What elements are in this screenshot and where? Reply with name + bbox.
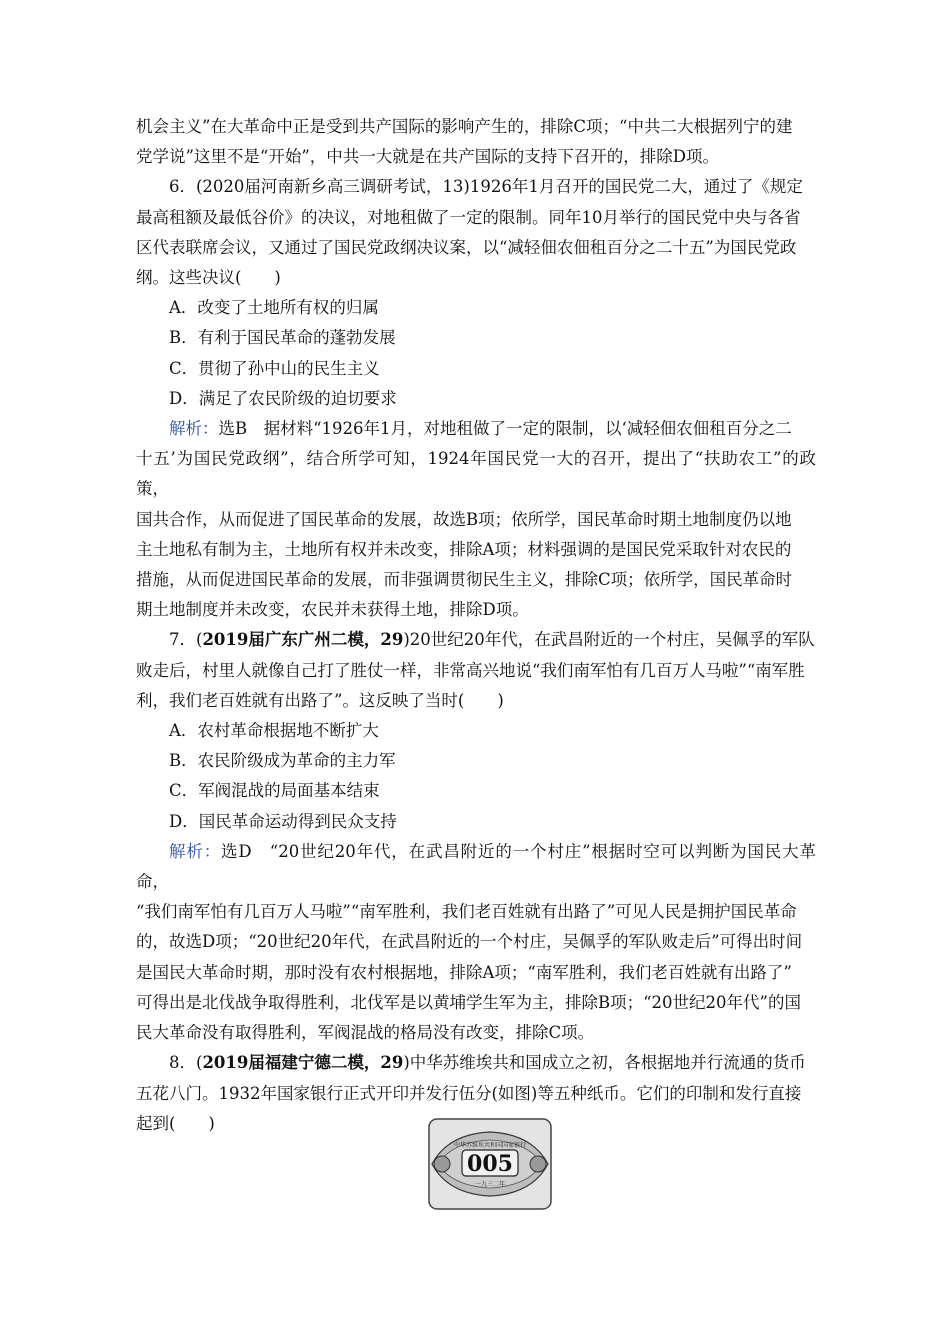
q8-source: 2019届福建宁德二模，29: [202, 1053, 404, 1073]
q7-analysis-line: 是国民大革命时期，那时没有农村根据地，排除A项；“南军胜利，我们老百姓就有出路了”: [136, 962, 792, 982]
q7-stem-line: [136, 625, 816, 655]
q6-analysis-line: 主土地私有制为主，土地所有权并未改变，排除A项；材料强调的是国民党采取针对农民的: [136, 539, 792, 559]
q6-option-a: A．改变了土地所有权的归属: [169, 298, 379, 318]
q7-stem-text: )20世纪20年代，在武昌附近的一个村庄，吴佩孚的军队: [403, 630, 815, 650]
q8-stem-line: 起到( ): [136, 1113, 215, 1133]
q7-option-c: C．军阀混战的局面基本结束: [169, 781, 380, 801]
q7-analysis-line: 可得出是北伐战争取得胜利，北伐军是以黄埔学生军为主，排除B项；“20世纪20年代”的国: [136, 992, 801, 1012]
svg-text:中华苏维埃共和国国家银行: 中华苏维埃共和国国家银行: [453, 1142, 527, 1149]
q6-analysis-line: [136, 414, 816, 444]
q7-option-d: D．国民革命运动得到民众支持: [169, 811, 397, 831]
q6-stem-line: 最高租额及最低谷价》的决议，对地租做了一定的限制。同年10月举行的国民党中央与各省: [136, 207, 801, 227]
q7-stem-line: 败走后，村里人就像自己打了胜仗一样，非常高兴地说“我们南军怕有几百万人马啦”“南军胜: [136, 660, 805, 680]
analysis-text: 选B 据材料“1926年1月，对地租做了一定的限制，以‘减轻佃农佃租百分之二: [218, 419, 792, 439]
q7-analysis-line: 的，故选D项；“20世纪20年代，在武昌附近的一个村庄，吴佩孚的军队败走后”可得出时间: [136, 932, 803, 952]
q7-analysis-line: “我们南军怕有几百万人马啦”“南军胜利，我们老百姓就有出路了”可见人民是拥护国民革命: [136, 902, 797, 922]
svg-text:005: 005: [467, 1151, 513, 1177]
q7-analysis-line: 民大革命没有取得胜利，军阀混战的格局没有改变，排除C项。: [136, 1023, 595, 1043]
svg-text:一九三二年: 一九三二年: [474, 1181, 506, 1188]
banknote-top-text: [454, 1141, 526, 1149]
q7-source: 2019届广东广州二模，29: [202, 630, 404, 650]
q7-analysis-line: [136, 837, 816, 897]
banknote-illustration: [428, 1118, 552, 1210]
banknote-image: [428, 1118, 552, 1210]
q6-analysis-line: 国共合作，从而促进了国民革命的发展，故选B项；依所学，国民革命时期土地制度仍以地: [136, 509, 792, 529]
intro-line: 党学说”这里不是“开始”，中共一大就是在共产国际的支持下召开的，排除D项。: [136, 147, 720, 167]
q6-stem-line: 6．(2020届河南新乡高三调研考试，13)1926年1月召开的国民党二大，通过了《规定: [169, 177, 803, 197]
q6-stem-line: 区代表联席会议，又通过了国民党政纲决议案，以“减轻佃农佃租百分之二十五”为国民党政: [136, 237, 797, 257]
q7-option-b: B．农民阶级成为革命的主力军: [169, 751, 396, 771]
q7-option-a: A．农村革命根据地不断扩大: [169, 721, 379, 741]
q6-option-b: B．有利于国民革命的蓬勃发展: [169, 328, 396, 348]
intro-line: 机会主义”在大革命中正是受到共产国际的影响产生的，排除C项；“中共二大根据列宁的建: [136, 117, 793, 136]
q7-number: 7．(: [169, 630, 203, 650]
q6-analysis-line: 措施，从而促进国民革命的发展，而非强调贯彻民生主义，排除C项；依所学，国民革命时: [136, 570, 793, 590]
banknote-value: [467, 1151, 513, 1177]
q8-number: 8．(: [169, 1053, 203, 1073]
q8-stem-text: )中华苏维埃共和国成立之初，各根据地并行流通的货币: [403, 1053, 806, 1073]
q6-analysis-line: 十五’为国民党政纲”，结合所学可知，1924年国民党一大的召开，提出了“扶助农工”的政策，: [136, 449, 816, 499]
q6-option-c: C．贯彻了孙中山的民生主义: [169, 358, 380, 378]
banknote-bottom-text: [475, 1180, 505, 1188]
q6-analysis-line: 期土地制度并未改变，农民并未获得土地，排除D项。: [136, 600, 529, 620]
q8-stem-line: 五花八门。1932年国家银行正式开印并发行伍分(如图)等五种纸币。它们的印制和发行直接: [136, 1083, 802, 1103]
q8-stem-line: [136, 1048, 816, 1078]
analysis-text: 选D “20世纪20年代，在武昌附近的一个村庄”根据时空可以判断为国民大革命，: [136, 841, 817, 892]
q6-option-d: D．满足了农民阶级的迫切要求: [169, 388, 397, 408]
analysis-label: 解析：: [169, 419, 219, 439]
document-page: [136, 112, 816, 1139]
q6-stem-line: 纲。这些决议( ): [136, 268, 281, 288]
analysis-label: 解析：: [169, 841, 222, 861]
q7-stem-line: 利，我们老百姓就有出路了”。这反映了当时( ): [136, 690, 504, 710]
